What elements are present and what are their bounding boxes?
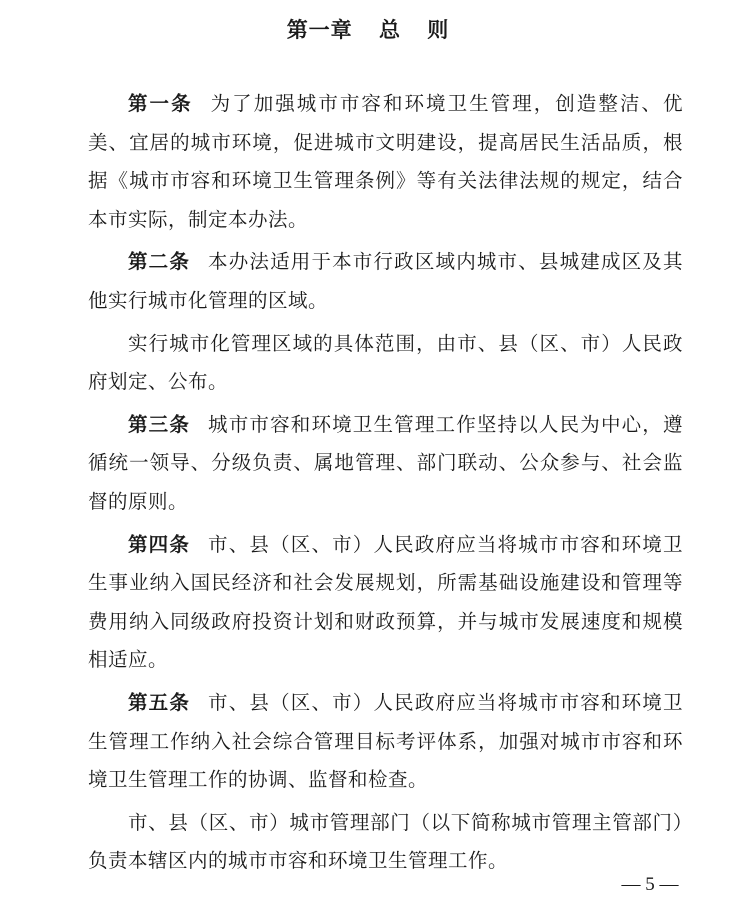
article-5-label: 第五条 xyxy=(128,690,191,714)
article-5-text: 市、县（区、市）人民政府应当将城市市容和环境卫生管理工作纳入社会综合管理目标考评体系，加强对城市市容和环境卫生管理工作的协调、监督和检查。 xyxy=(88,690,683,792)
article-4-paragraph xyxy=(88,526,683,680)
article-3-text: 城市市容和环境卫生管理工作坚持以人民为中心，遵循统一领导、分级负责、属地管理、部门联动、公众参与、社会监督的原则。 xyxy=(88,412,683,513)
article-3-label: 第三条 xyxy=(128,412,191,436)
article-1-paragraph xyxy=(88,85,683,239)
article-5-paragraph xyxy=(88,684,683,800)
article-2-label: 第二条 xyxy=(128,250,191,274)
article-2-paragraph xyxy=(88,243,683,320)
article-1-label: 第一条 xyxy=(128,92,193,115)
article-2-clause-2-text: 实行城市化管理区域的具体范围，由市、县（区、市）人民政府划定、公布。 xyxy=(88,331,683,394)
article-2-text: 本办法适用于本市行政区域内城市、县城建成区及其他实行城市化管理的区域。 xyxy=(88,250,683,312)
article-4-label: 第四条 xyxy=(128,532,191,556)
article-5-clause-2-paragraph xyxy=(88,804,683,881)
article-2-clause-2-paragraph xyxy=(88,325,683,402)
article-5-clause-2-text: 市、县（区、市）城市管理部门（以下简称城市管理主管部门）负责本辖区内的城市市容和环境卫生管理工作。 xyxy=(88,810,683,873)
page-number: — 5 — xyxy=(621,874,679,895)
article-1-text: 为了加强城市市容和环境卫生管理，创造整洁、优美、宜居的城市环境，促进城市文明建设，提高居民生活品质，根据《城市市容和环境卫生管理条例》等有关法律法规的规定，结合本市实际，制定本办法。 xyxy=(88,92,683,231)
article-4-text: 市、县（区、市）人民政府应当将城市市容和环境卫生事业纳入国民经济和社会发展规划，所需基础设施建设和管理等费用纳入同级政府投资计划和财政预算，并与城市发展速度和规模相适应。 xyxy=(88,532,683,672)
article-3-paragraph xyxy=(88,406,683,522)
chapter-title: 第一章 总 则 xyxy=(286,18,450,42)
document-body xyxy=(88,85,683,881)
